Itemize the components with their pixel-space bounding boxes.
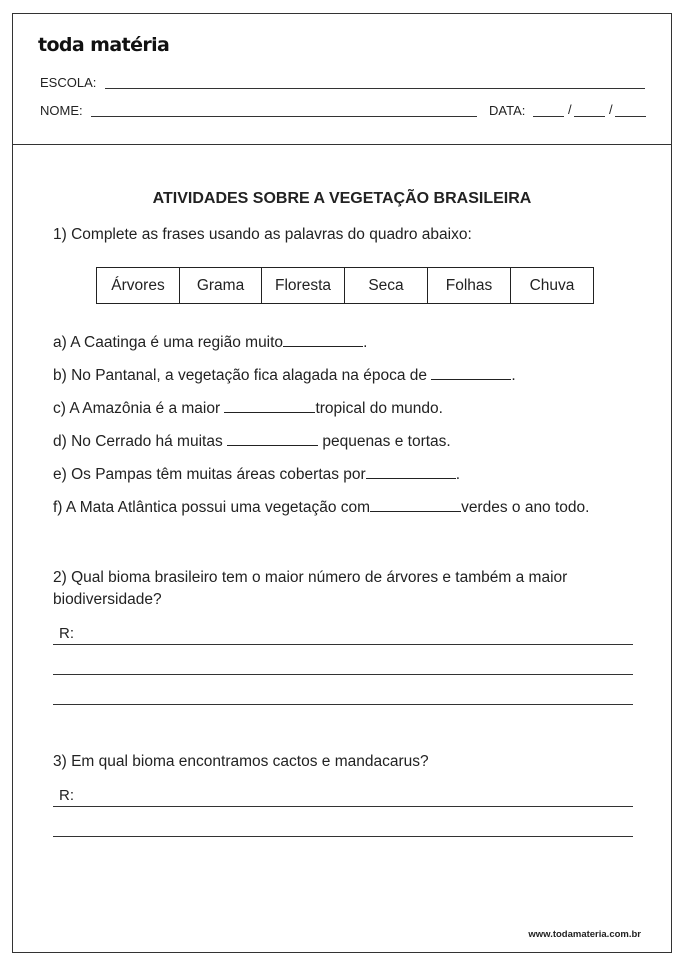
sentence-c xyxy=(53,398,443,420)
word-box xyxy=(96,267,594,304)
question-2-prompt: 2) Qual bioma brasileiro tem o maior número de árvores e também a maior biodiversidade? xyxy=(53,569,568,608)
answer-line[interactable] xyxy=(53,836,633,837)
sentence-text: b) No Pantanal, a vegetação fica alagada na época de xyxy=(53,367,432,384)
answer-line[interactable] xyxy=(53,674,633,675)
blank-field[interactable] xyxy=(224,398,315,413)
sentence-text: verdes o ano todo. xyxy=(461,499,590,516)
sentence-text: f) A Mata Atlântica possui uma vegetação com xyxy=(53,499,371,516)
sentence-text: . xyxy=(363,334,368,351)
blank-field[interactable] xyxy=(283,332,363,347)
worksheet xyxy=(12,13,672,953)
sentence-text: a) A Caatinga é uma região muito xyxy=(53,334,284,351)
question-1-prompt: 1) Complete as frases usando as palavras do quadro abaixo: xyxy=(53,226,472,243)
sentence-text: tropical do mundo. xyxy=(315,400,443,417)
word-box-cell: Chuva xyxy=(511,268,594,304)
logo: toda matéria xyxy=(38,34,170,56)
answer-line[interactable] xyxy=(53,806,633,807)
word-box-cell: Grama xyxy=(180,268,262,304)
sentence-text: . xyxy=(455,466,461,483)
page-title: ATIVIDADES SOBRE A VEGETAÇÃO BRASILEIRA xyxy=(152,190,532,207)
name-label: NOME: xyxy=(40,103,83,118)
word-box-cell: Folhas xyxy=(428,268,511,304)
blank-field[interactable] xyxy=(227,431,318,446)
word-box-cell: Floresta xyxy=(262,268,345,304)
sentence-text: . xyxy=(511,367,516,384)
word-box-cell: Seca xyxy=(345,268,428,304)
sentence-a xyxy=(53,332,367,354)
answer-line[interactable] xyxy=(53,704,633,705)
date-month-field[interactable] xyxy=(574,116,605,117)
school-field[interactable] xyxy=(105,88,645,89)
name-field[interactable] xyxy=(91,116,477,117)
sentence-d xyxy=(53,431,451,453)
sentence-e xyxy=(53,464,460,486)
date-label: DATA: xyxy=(489,103,526,118)
date-day-field[interactable] xyxy=(533,116,564,117)
sentence-b xyxy=(53,365,516,387)
sentence-text: pequenas e tortas. xyxy=(318,433,451,450)
sentence-text: c) A Amazônia é a maior xyxy=(53,400,225,417)
blank-field[interactable] xyxy=(370,497,461,512)
footer-url: www.todamateria.com.br xyxy=(528,929,641,940)
date-separator: / xyxy=(568,102,572,117)
date-year-field[interactable] xyxy=(615,116,646,117)
header-divider xyxy=(13,144,671,145)
answer-label: R: xyxy=(59,625,74,642)
blank-field[interactable] xyxy=(366,464,456,479)
question-3-prompt: 3) Em qual bioma encontramos cactos e mandacarus? xyxy=(53,753,429,770)
answer-line[interactable] xyxy=(53,644,633,645)
sentence-text: d) No Cerrado há muitas xyxy=(53,433,228,450)
answer-label: R: xyxy=(59,787,74,804)
blank-field[interactable] xyxy=(431,365,511,380)
sentence-text: e) Os Pampas têm muitas áreas cobertas por xyxy=(53,466,366,483)
school-label: ESCOLA: xyxy=(40,75,97,90)
date-separator: / xyxy=(609,102,613,117)
word-box-cell: Árvores xyxy=(97,268,180,304)
sentence-f xyxy=(53,497,589,519)
